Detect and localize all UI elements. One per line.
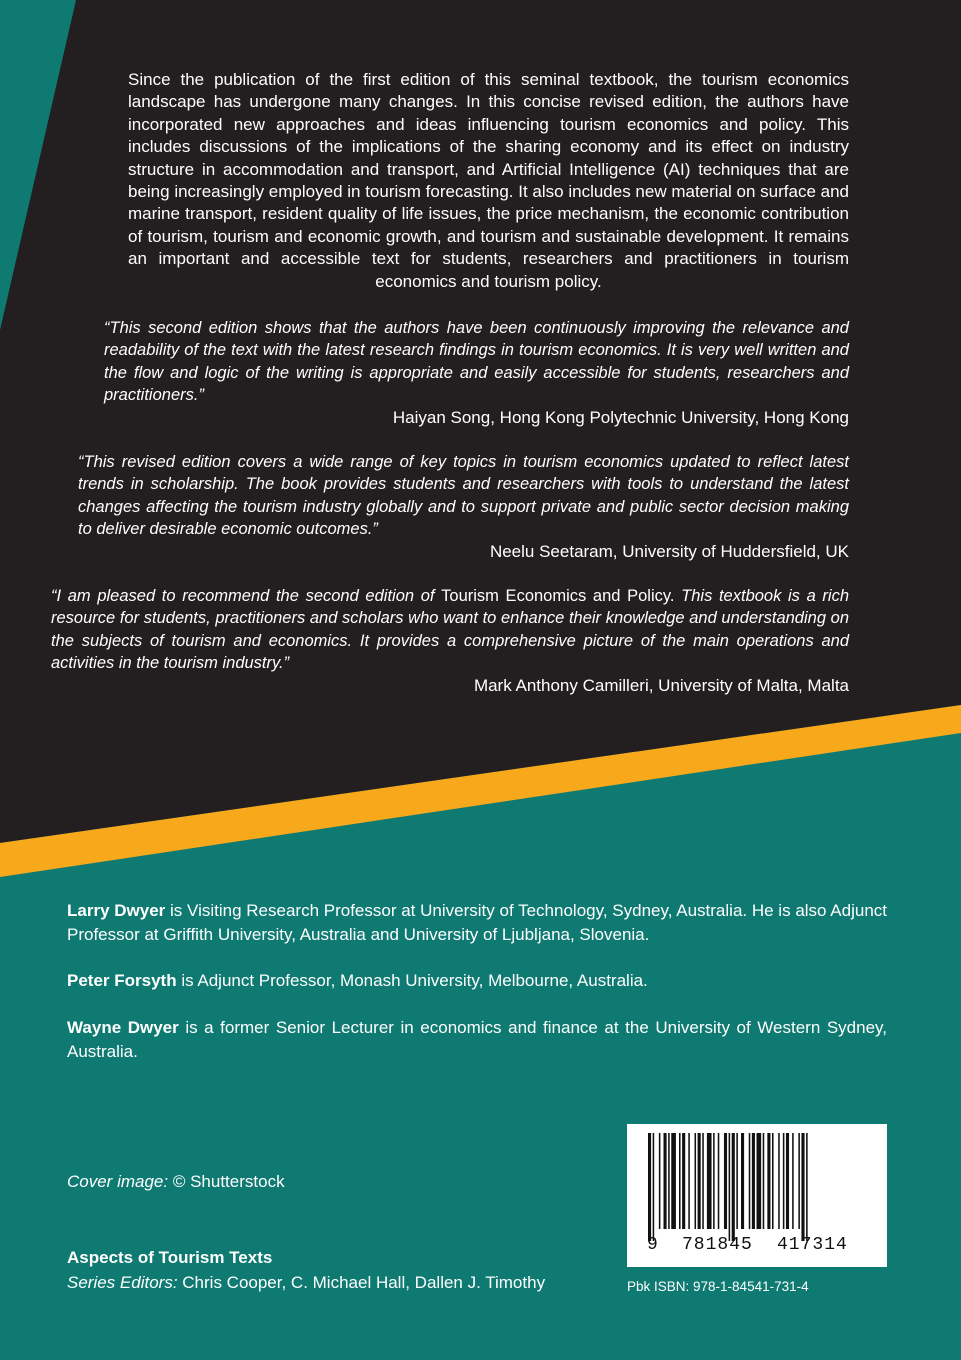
- cover-credit-label: Cover image:: [67, 1172, 169, 1191]
- barcode-bar: [741, 1133, 744, 1229]
- series-editors: [67, 1273, 545, 1293]
- cover-credit-value: © Shutterstock: [168, 1172, 285, 1191]
- endorsement-attribution: Haiyan Song, Hong Kong Polytechnic University, Hong Kong: [392, 407, 849, 427]
- book-blurb: Since the publication of the first edition of this seminal textbook, the tourism economics landscape has undergone many changes. In this concise revised edition, the authors have incorporated new approaches and ideas influencing tourism economics and policy. This includes discussions of the implications of the sharing economy and its effect on industry structure in accommodation and transport, and Artificial Intelligence (AI) techniques that are being increasingly employed in tourism forecasting. It also includes new material on surface and marine transport, resident quality of life issues, the price mechanism, the economic contribution of tourism, tourism and economic growth, and tourism and sustainable development. It remains an important and accessible text for students, researchers and practitioners in tourism economics and tourism policy.: [128, 70, 849, 291]
- barcode-bar: [648, 1133, 651, 1241]
- barcode-bar: [767, 1133, 770, 1229]
- quote-text-after: This textbook is a rich resource for students, practitioners and scholars who want to enhance their knowledge and understanding on the subjects of tourism and economics. It provides a comprehensive picture of the main operations and activities in the tourism industry.”: [51, 587, 850, 673]
- endorsement-3: [51, 585, 849, 697]
- barcode-bar: [778, 1133, 780, 1229]
- author-bio-text: is Visiting Research Professor at University of Technology, Sydney, Australia. He is also Adjunct Professor at Griffith University, Australia and University of Ljubljana, Slovenia.: [67, 901, 888, 944]
- endorsement-quote: [51, 585, 849, 675]
- barcode-bar: [786, 1133, 789, 1229]
- endorsement-quote: “This revised edition covers a wide range of key topics in tourism economics updated to reflect latest trends in scholarship. The book provides students and researchers with tools to understand the latest changes affecting the tourism industry globally and to support private and public sector decision making to deliver desirable economic outcomes.”: [78, 453, 849, 539]
- author-bio-text: is Adjunct Professor, Monash University, Melbourne, Australia.: [176, 971, 648, 990]
- barcode-bar: [653, 1133, 655, 1241]
- barcode-bar: [702, 1133, 704, 1229]
- barcode-bar: [801, 1133, 804, 1241]
- barcode-bars: [638, 1133, 876, 1241]
- endorsement-2: [78, 451, 849, 563]
- endorsement-quote: “This second edition shows that the authors have been continuously improving the relevance and readability of the text with the latest research findings in tourism economics. It is very well written and the flow and logic of the writing is appropriate and easily accessible for students, researchers and practitioners.”: [104, 319, 849, 405]
- barcode-bar: [763, 1133, 765, 1229]
- author-bio-1: [67, 899, 887, 946]
- isbn: Pbk ISBN: 978-1-84541-731-4: [627, 1279, 809, 1294]
- barcode-bar: [752, 1133, 755, 1229]
- author-name: Wayne Dwyer: [67, 1018, 179, 1037]
- barcode-group-1: 781845: [682, 1235, 753, 1255]
- barcode-bar: [698, 1133, 701, 1229]
- endorsement-attribution: Neelu Seetaram, University of Huddersfield, UK: [489, 541, 849, 561]
- barcode-bar: [695, 1133, 697, 1229]
- cover-image-credit: [67, 1172, 285, 1192]
- barcode-bar: [688, 1133, 690, 1229]
- author-name: Larry Dwyer: [67, 901, 166, 920]
- author-bio-2: [67, 969, 887, 993]
- endorsement-attribution: Mark Anthony Camilleri, University of Malta, Malta: [473, 675, 849, 695]
- series-editors-names: Chris Cooper, C. Michael Hall, Dallen J. Timothy: [177, 1273, 546, 1292]
- barcode-bar: [707, 1133, 712, 1229]
- barcode-bar: [682, 1133, 685, 1229]
- barcode-bar: [792, 1133, 794, 1229]
- barcode-bar: [798, 1133, 800, 1229]
- endorsement-1: [104, 317, 849, 429]
- barcode-bar: [736, 1133, 738, 1229]
- barcode-bar: [724, 1133, 727, 1229]
- barcode: [627, 1124, 887, 1267]
- barcode-bar: [757, 1133, 762, 1229]
- author-bio-3: [67, 1016, 887, 1063]
- barcode-bar: [718, 1133, 720, 1229]
- barcode-bar: [671, 1133, 676, 1229]
- barcode-bar: [732, 1133, 735, 1241]
- quote-text-before: “I am pleased to recommend the second edition of: [51, 587, 442, 605]
- barcode-bar: [806, 1133, 808, 1241]
- book-title: Tourism Economics and Policy.: [441, 587, 675, 605]
- barcode-bar: [713, 1133, 715, 1229]
- author-name: Peter Forsyth: [67, 971, 177, 990]
- series-editors-label: Series Editors:: [67, 1273, 178, 1292]
- barcode-bar: [664, 1133, 667, 1229]
- barcode-bar: [679, 1133, 681, 1229]
- barcode-bar: [783, 1133, 785, 1229]
- barcode-bar: [749, 1133, 751, 1229]
- barcode-bar: [668, 1133, 670, 1229]
- author-bio-text: is a former Senior Lecturer in economics and finance at the University of Western Sydney, Australia.: [67, 1018, 887, 1061]
- series-title: Aspects of Tourism Texts: [67, 1248, 273, 1267]
- barcode-bar: [729, 1133, 731, 1241]
- barcode-bar: [772, 1133, 774, 1229]
- barcode-first-digit: 9: [647, 1235, 659, 1255]
- barcode-bar: [659, 1133, 661, 1229]
- barcode-group-2: 417314: [777, 1235, 848, 1255]
